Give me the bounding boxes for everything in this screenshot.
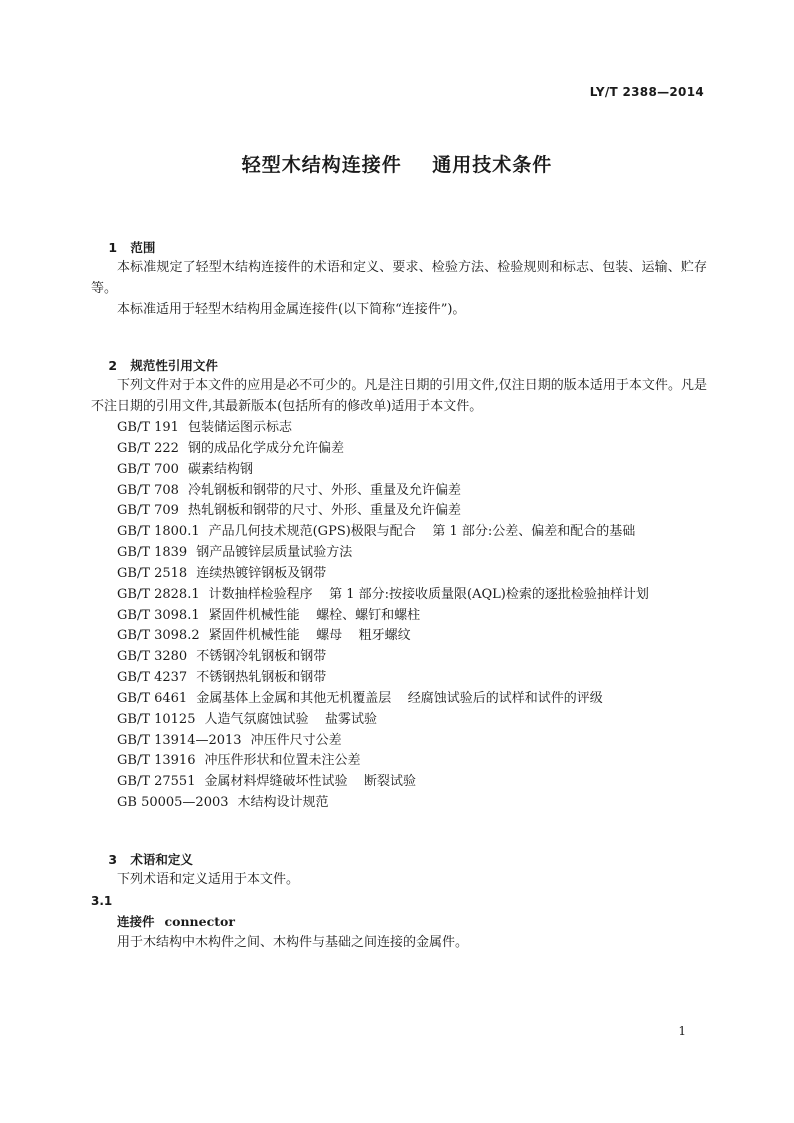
- reference-code: GB/T 27551: [117, 774, 196, 790]
- reference-item: [91, 606, 707, 627]
- reference-item: [91, 543, 707, 564]
- reference-item: [91, 793, 707, 814]
- reference-title: 冲压件形状和位置未注公差: [204, 753, 361, 769]
- section-title: 术语和定义: [130, 852, 193, 868]
- reference-code: GB/T 709: [117, 503, 179, 519]
- scope-paragraph-2: 本标准适用于轻型木结构用金属连接件(以下简称“连接件”)。: [117, 301, 466, 317]
- normative-reference-list: [91, 418, 707, 814]
- reference-item: [91, 710, 707, 731]
- page-number: 1: [678, 1024, 686, 1038]
- reference-code: GB/T 4237: [117, 670, 188, 686]
- reference-code: GB/T 3280: [117, 649, 188, 665]
- reference-title: 紧固件机械性能 螺栓、螺钉和螺柱: [208, 607, 421, 623]
- reference-item: [91, 772, 707, 793]
- reference-title: 碳素结构钢: [187, 461, 253, 477]
- reference-title: 包装储运图示标志: [187, 419, 292, 435]
- section-title: 规范性引用文件: [130, 358, 218, 374]
- terms-intro: 下列术语和定义适用于本文件。: [117, 872, 300, 888]
- section-number: 2: [108, 358, 118, 374]
- section-number: 1: [108, 240, 118, 255]
- reference-code: GB/T 222: [117, 440, 179, 456]
- reference-item: [91, 501, 707, 522]
- reference-item: [91, 668, 707, 689]
- reference-code: GB/T 191: [117, 419, 179, 435]
- reference-title: 冲压件尺寸公差: [250, 732, 342, 748]
- reference-item: [91, 564, 707, 585]
- reference-code: GB/T 10125: [117, 711, 196, 727]
- reference-code: GB/T 708: [117, 482, 179, 498]
- reference-title: 木结构设计规范: [237, 795, 329, 811]
- reference-code: GB/T 700: [117, 461, 179, 477]
- reference-code: GB/T 2518: [117, 565, 188, 581]
- section-1-heading: [91, 218, 707, 255]
- clause-number: 3.1: [91, 893, 113, 908]
- section-title: 范围: [130, 240, 156, 255]
- reference-code: GB/T 1839: [117, 545, 188, 561]
- reference-title: 冷轧钢板和钢带的尺寸、外形、重量及允许偏差: [187, 482, 461, 498]
- reference-title: 金属材料焊缝破坏性试验 断裂试验: [204, 774, 417, 790]
- reference-item: [91, 439, 707, 460]
- reference-item: [91, 460, 707, 481]
- standard-code: LY/T 2388—2014: [589, 85, 704, 99]
- reference-item: [91, 751, 707, 772]
- section-3-heading: [91, 830, 707, 868]
- reference-code: GB 50005—2003: [117, 795, 229, 811]
- reference-code: GB/T 3098.2: [117, 628, 200, 644]
- reference-item: [91, 585, 707, 606]
- reference-item: [91, 689, 707, 710]
- reference-title: 不锈钢热轧钢板和钢带: [196, 670, 327, 686]
- term-chinese: 连接件: [117, 913, 155, 929]
- reference-title: 计数抽样检验程序 第 1 部分:按接收质量限(AQL)检索的逐批检验抽样计划: [208, 586, 649, 602]
- reference-code: GB/T 1800.1: [117, 524, 200, 540]
- reference-title: 热轧钢板和钢带的尺寸、外形、重量及允许偏差: [187, 503, 461, 519]
- scope-paragraph-1: 本标准规定了轻型木结构连接件的术语和定义、要求、检验方法、检验规则和标志、包装、运输、贮存等。: [91, 260, 707, 296]
- section-2-heading: [91, 336, 707, 374]
- reference-code: GB/T 13914—2013: [117, 732, 242, 748]
- reference-item: [91, 626, 707, 647]
- references-intro: 下列文件对于本文件的应用是必不可少的。凡是注日期的引用文件,仅注日期的版本适用于本文件。凡是不注日期的引用文件,其最新版本(包括所有的修改单)适用于本文件。: [91, 378, 707, 415]
- reference-code: GB/T 6461: [117, 690, 188, 706]
- section-number: 3: [108, 852, 118, 868]
- reference-title: 紧固件机械性能 螺母 粗牙螺纹: [208, 628, 411, 644]
- reference-item: [91, 647, 707, 668]
- reference-title: 金属基体上金属和其他无机覆盖层 经腐蚀试验后的试样和试件的评级: [196, 690, 603, 706]
- reference-code: GB/T 2828.1: [117, 586, 200, 602]
- reference-title: 不锈钢冷轧钢板和钢带: [196, 649, 327, 665]
- reference-item: [91, 731, 707, 752]
- reference-item: [91, 481, 707, 502]
- document-body: [91, 218, 707, 954]
- reference-title: 产品几何技术规范(GPS)极限与配合 第 1 部分:公差、偏差和配合的基础: [208, 524, 636, 540]
- reference-item: [91, 522, 707, 543]
- reference-title: 钢的成品化学成分允许偏差: [187, 440, 344, 456]
- reference-item: [91, 418, 707, 439]
- term-entry: [91, 911, 707, 933]
- reference-code: GB/T 3098.1: [117, 607, 200, 623]
- reference-title: 钢产品镀锌层质量试验方法: [196, 545, 353, 561]
- term-english: connector: [164, 913, 235, 929]
- document-title: 轻型木结构连接件 通用技术条件: [241, 154, 553, 176]
- reference-title: 连续热镀锌钢板及钢带: [196, 565, 327, 581]
- term-definition: 用于木结构中木构件之间、木构件与基础之间连接的金属件。: [117, 934, 469, 950]
- reference-title: 人造气氛腐蚀试验 盐雾试验: [204, 711, 378, 727]
- reference-code: GB/T 13916: [117, 753, 196, 769]
